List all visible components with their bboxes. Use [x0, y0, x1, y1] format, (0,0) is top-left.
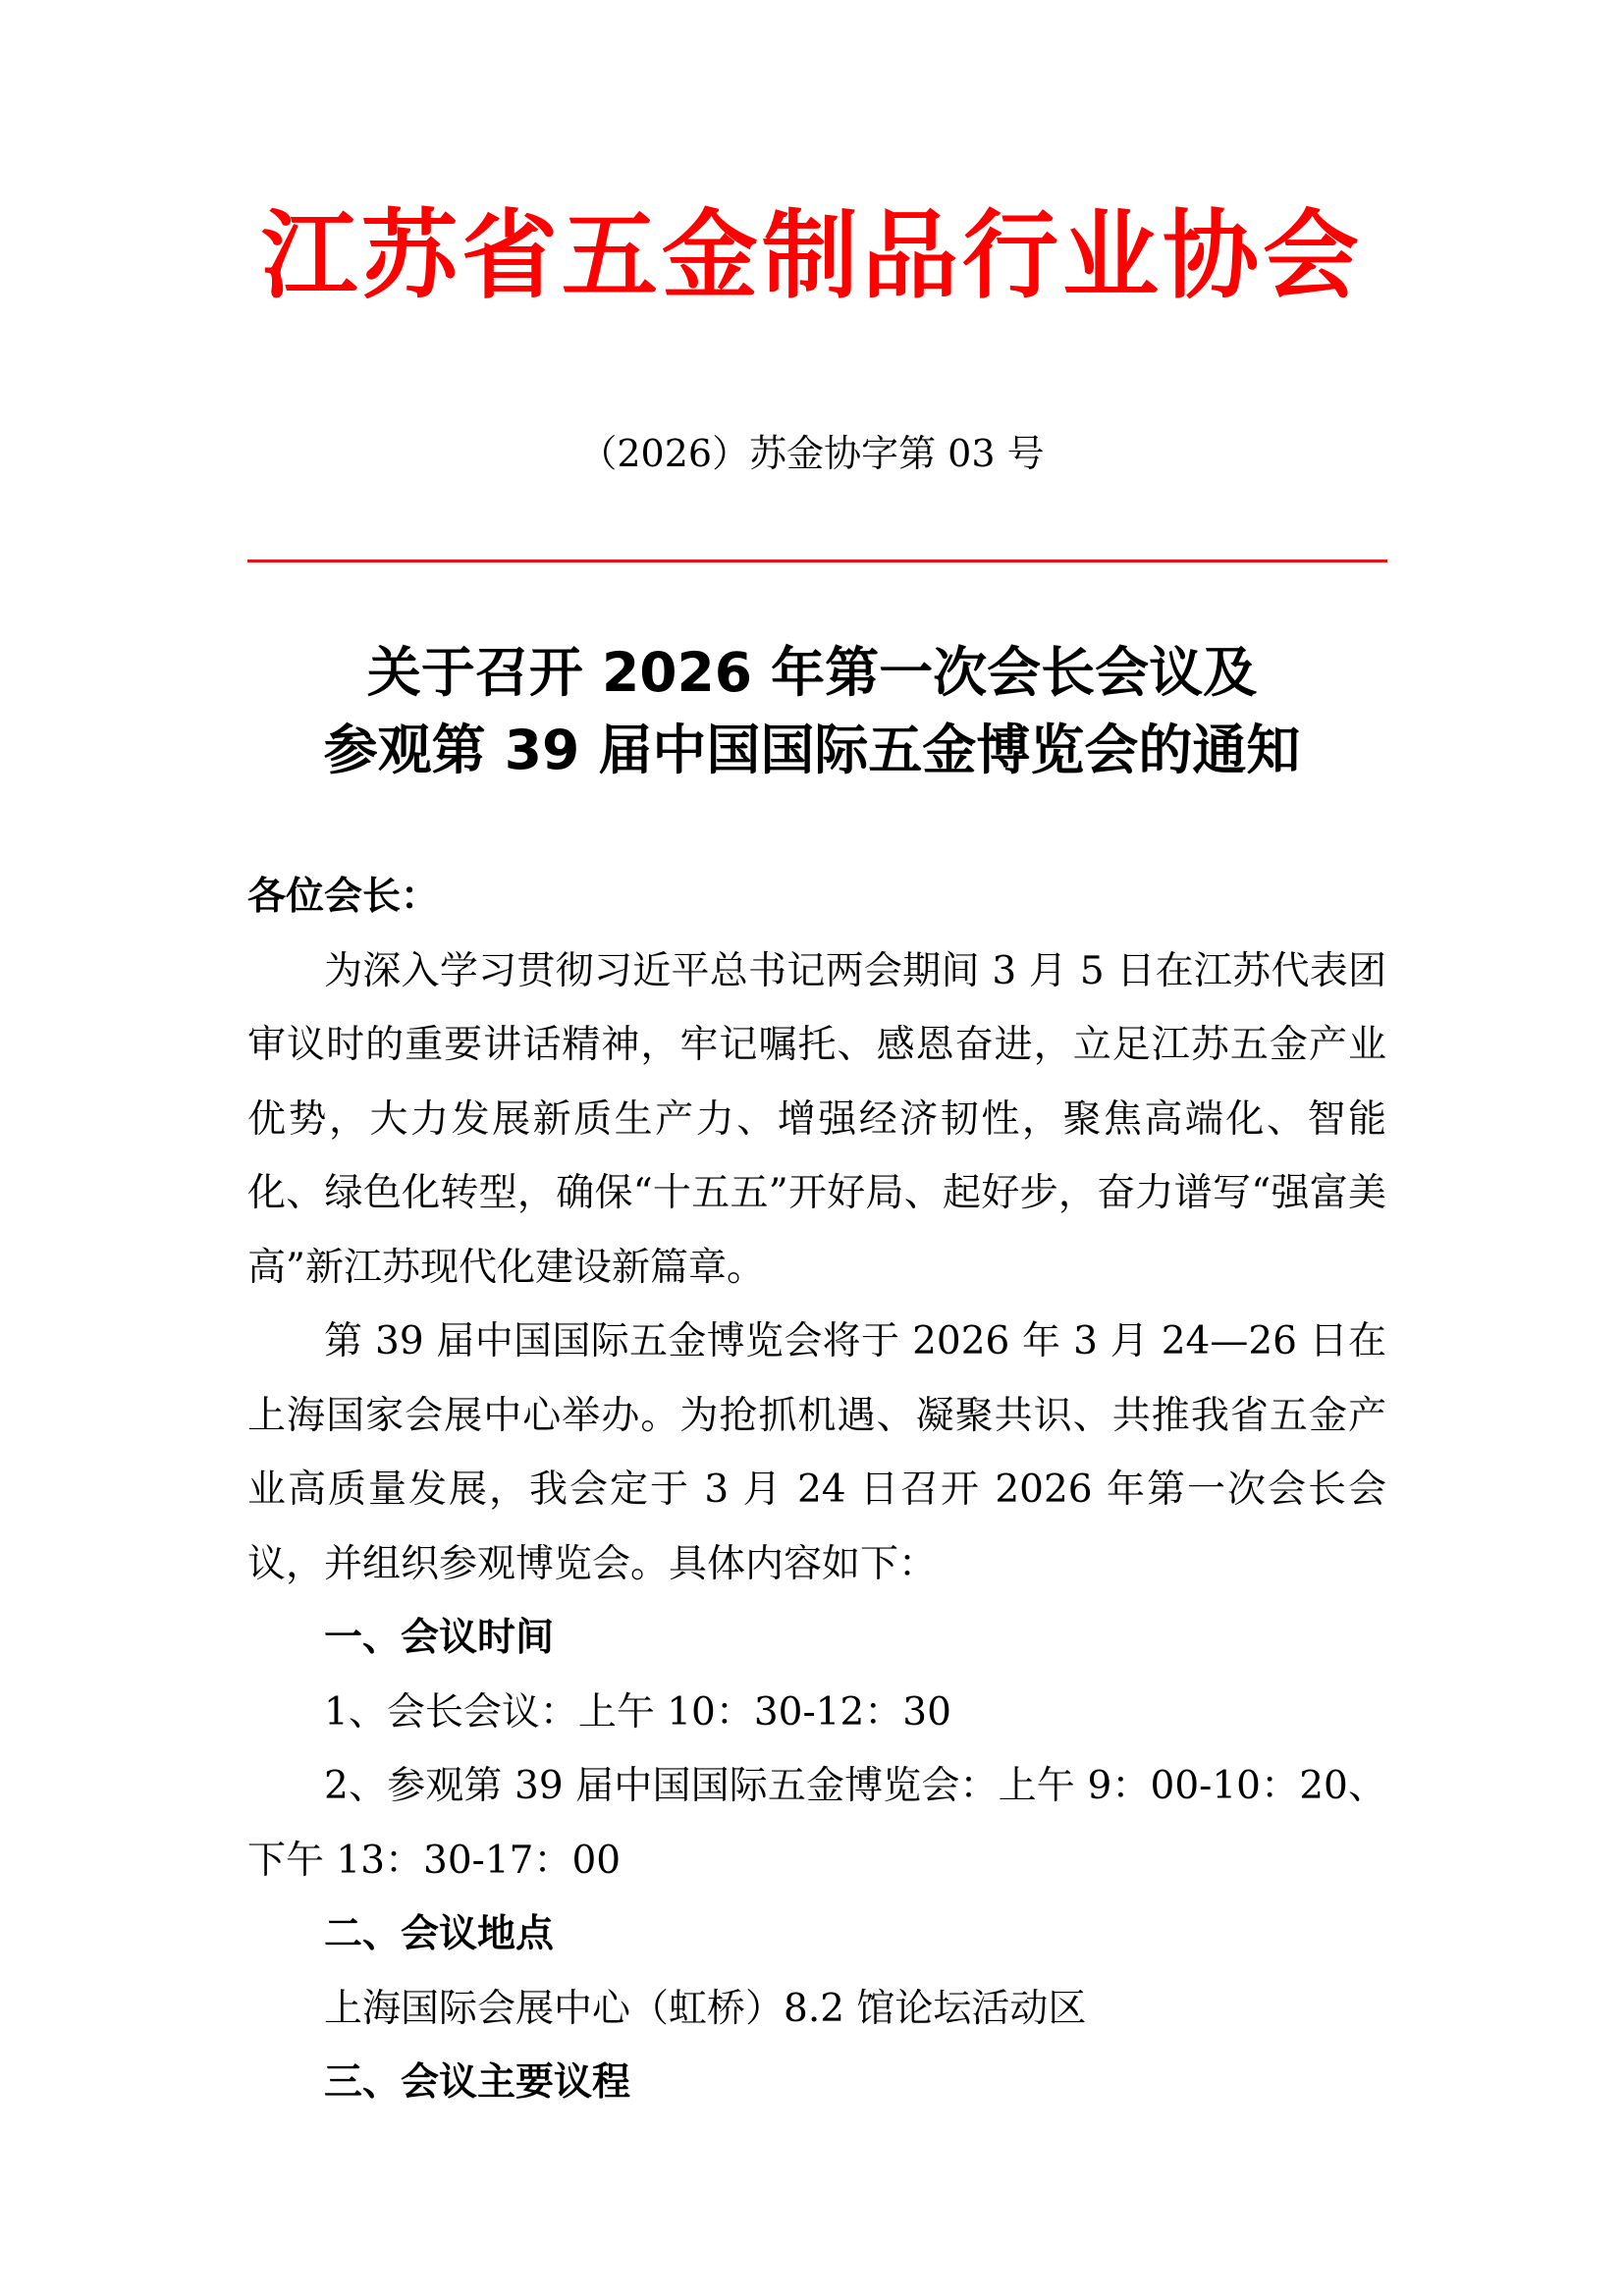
salutation: 各位会长： [247, 875, 440, 919]
section-2-heading: 二、会议地点 [324, 1912, 555, 1956]
section-1-item-1: 1、会长会议：上午 10：30-12：30 [324, 1689, 951, 1735]
document-title [0, 634, 1624, 789]
document-body [247, 860, 1386, 2120]
section-3-heading: 三、会议主要议程 [324, 2060, 631, 2105]
title-line-1: 关于召开 2026 年第一次会长会议及 [366, 641, 1258, 704]
section-1-item-2: 2、参观第 39 届中国国际五金博览会：上午 9：00-10：20、下午 13：30-17：00 [247, 1764, 1386, 1883]
document-number: （2026）苏金协字第 03 号 [579, 432, 1045, 475]
header-divider [247, 560, 1387, 562]
paragraph-2: 第 39 届中国国际五金博览会将于 2026 年 3 月 24—26 日在上海国家会展中心举办。为抢抓机遇、凝聚共识、共推我省五金产业高质量发展，我会定于 3 月 24 日召开 2026 年第一次会长会议，并组织参观博览会。具体内容如下： [247, 1319, 1386, 1586]
title-line-2: 参观第 39 届中国国际五金博览会的通知 [323, 719, 1301, 781]
paragraph-1: 为深入学习贯彻习近平总书记两会期间 3 月 5 日在江苏代表团审议时的重要讲话精神，牢记嘱托、感恩奋进，立足江苏五金产业优势，大力发展新质生产力、增强经济韧性，聚焦高端化、智能化、绿色化转型，确保“十五五”开好局、起好步，奋力谱写“强富美高”新江苏现代化建设新篇章。 [247, 948, 1386, 1290]
section-1-heading: 一、会议时间 [324, 1616, 555, 1660]
organization-header: 江苏省五金制品行业协会 [260, 199, 1363, 312]
section-2-text: 上海国际会展中心（虹桥）8.2 馆论坛活动区 [324, 1986, 1087, 2031]
